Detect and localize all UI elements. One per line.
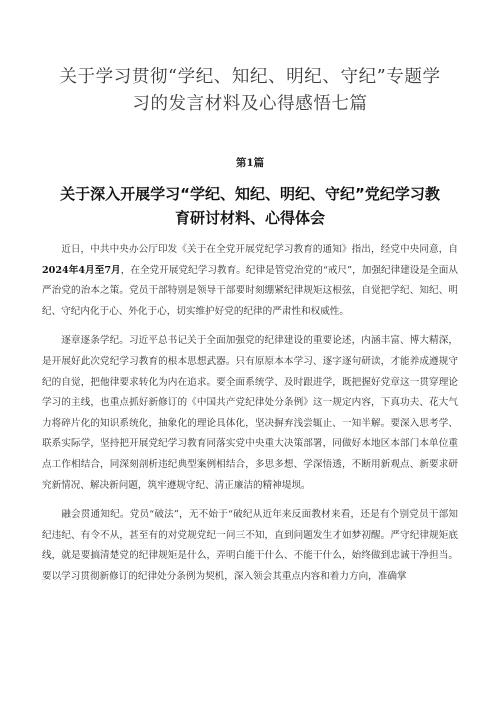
document-title-line-2: 习的发言材料及心得感悟七篇	[132, 94, 368, 114]
article-title-line-1: 关于深入开展学习“学纪、知纪、明纪、守纪”党纪学习教	[60, 185, 440, 203]
paragraph-3: 融会贯通知纪。党员“破法”，无不始于“破纪从近年来反面教材来看，还是有个别党员干部知纪违纪、有令不从，甚至有的对党规党纪一问三不知，直到问题发生才如梦初醒。严守纪律规矩底线，就是要搞清楚党的纪律规矩是什么，弄明白能干什么、不能干什么，始终做到忠诚干净担当。要以学习贯彻新修订的纪律处分条例为契机，深入领会其重点内容和着力方向，准确掌	[42, 509, 458, 582]
section-number: 第1篇	[235, 157, 265, 169]
paragraph-1-part-1: 近日，中共中央办公厅印发《关于在全党开展党纪学习教育的通知》指出，经党中央同意，自	[61, 244, 458, 255]
article-title-line-2: 育研讨材料、心得体会	[174, 209, 325, 227]
document-title-line-1: 关于学习贯彻“学纪、知纪、明纪、守纪”专题学	[59, 67, 441, 87]
paragraph-1-date: 2024年4月至7月	[42, 264, 121, 276]
paragraph-2: 逐章逐条学纪。习近平总书记关于全面加强党的纪律建设的重要论述，内涵丰富、博大精深，是开展好此次党纪学习教育的根本思想武器。只有原原本本学习、逐字逐句研读，才能养成遵规守纪的自觉，把他律要求转化为内在追求。要全面系统学、及时跟进学，既把握好党章这一贯穿理论学习的主线，也重点抓好新修订的《中国共产党纪律处分条例》这一规定内容，下真功夫、花大气力将碎片化的知识系统化，抽象化的理论具体化，坚决摒弃浅尝辄止、一知半解。要深入思考学、联系实际学，坚持把开展党纪学习教育同落实党中央重大决策部署，同做好本地区本部门本单位重点工作相结合，同深刻剖析违纪典型案例相结合，多思多想、学深悟透，不断用新观点、新要求研究新情况、解决新问题，筑牢遵规守纪、清正廉洁的精神堤坝。	[42, 335, 458, 491]
paragraph-1	[42, 240, 458, 322]
document-title	[42, 64, 458, 118]
article-title	[42, 182, 458, 230]
paragraph-1-part-2: ，在全党开展党纪学习教育。纪律是管党治党的“戒尺”，加强纪律建设是全面从严治党的治本之策。党员干部特别是领导干部要时刻绷紧纪律规矩这根弦，自觉把学纪、知纪、明纪、守纪内化于心、外化于心，切实维护好党的纪律的严肃性和权威性。	[42, 264, 458, 317]
